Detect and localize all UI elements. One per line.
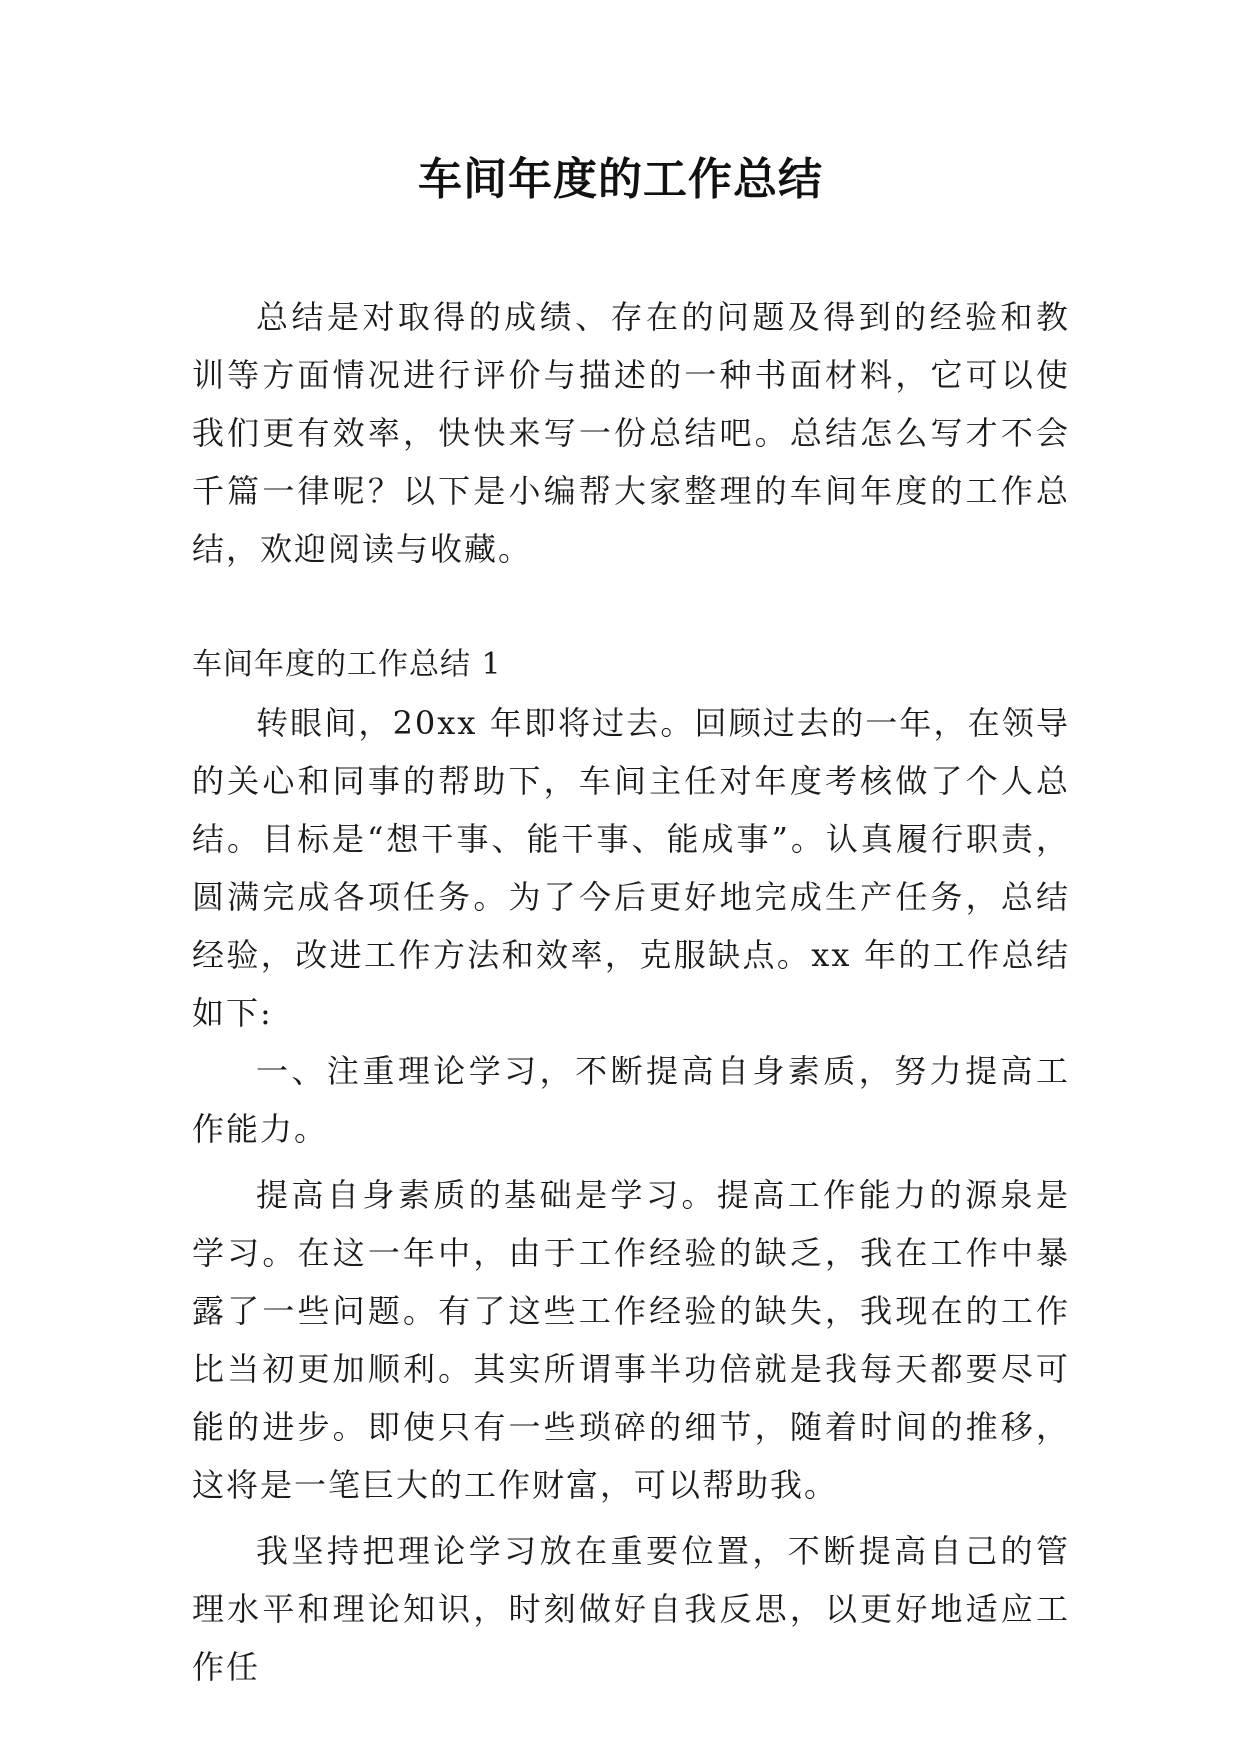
document-body	[192, 288, 1070, 1696]
section-heading: 车间年度的工作总结 1	[192, 647, 502, 682]
intro-paragraph: 总结是对取得的成绩、存在的问题及得到的经验和教训等方面情况进行评价与描述的一种书面材料，它可以使我们更有效率，快快来写一份总结吧。总结怎么写才不会千篇一律呢？以下是小编帮大家整理的车间年度的工作总结，欢迎阅读与收藏。	[192, 298, 1070, 568]
body-paragraph: 转眼间，20xx 年即将过去。回顾过去的一年，在领导的关心和同事的帮助下，车间主任对年度考核做了个人总结。目标是“想干事、能干事、能成事”。认真履行职责，圆满完成各项任务。为了今后更好地完成生产任务，总结经验，改进工作方法和效率，克服缺点。xx 年的工作总结如下:	[192, 704, 1070, 1032]
body-paragraph: 提高自身素质的基础是学习。提高工作能力的源泉是学习。在这一年中，由于工作经验的缺乏，我在工作中暴露了一些问题。有了这些工作经验的缺失，我现在的工作比当初更加顺利。其实所谓事半功倍就是我每天都要尽可能的进步。即使只有一些琐碎的细节，随着时间的推移，这将是一笔巨大的工作财富，可以帮助我。	[192, 1176, 1070, 1504]
document-title: 车间年度的工作总结	[418, 154, 823, 205]
body-paragraph: 我坚持把理论学习放在重要位置，不断提高自己的管理水平和理论知识，时刻做好自我反思，以更好地适应工作任	[192, 1532, 1070, 1686]
body-paragraph: 一、注重理论学习，不断提高自身素质，努力提高工作能力。	[192, 1052, 1070, 1148]
